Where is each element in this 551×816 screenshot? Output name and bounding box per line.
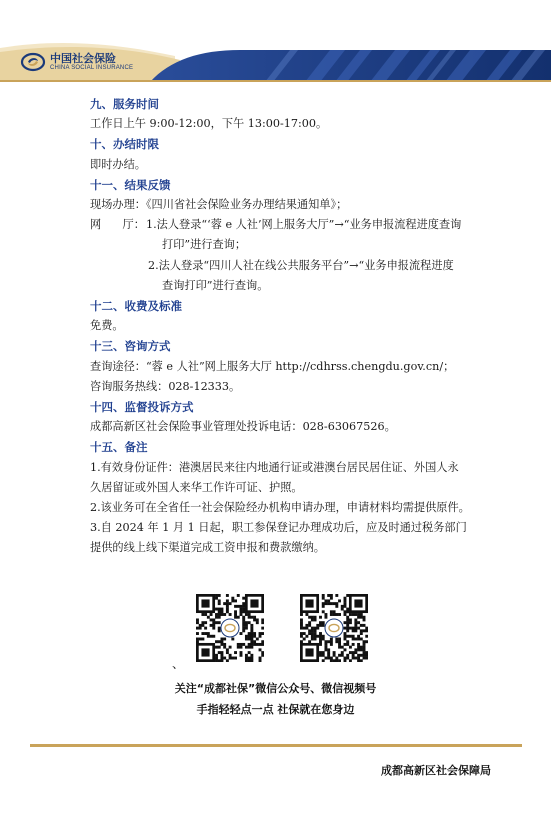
time-limit-text: 即时办结。 <box>90 157 146 171</box>
online-feedback-row <box>90 215 500 235</box>
online-feedback-1b: 打印”进行查询； <box>162 238 247 252</box>
logo-text-cn: 中国社会保险 <box>50 51 116 65</box>
consultation-channel: 查询途径：“蓉 e 人社”网上服务大厅 http://cdhrss.chengdu.gov.cn/； <box>90 359 455 373</box>
online-label: 网 厅： <box>90 218 145 232</box>
section-title-consultation: 十三、咨询方式 <box>90 339 171 354</box>
section-title-complaint: 十四、监督投诉方式 <box>90 400 194 415</box>
remark-1b: 久居留证或外国人来华工作许可证、护照。 <box>90 480 303 494</box>
consultation-hotline: 咨询服务热线：028-12333。 <box>90 379 241 393</box>
online-feedback-2b: 查询打印”进行查询。 <box>162 278 269 292</box>
qr-code-icon <box>196 594 264 662</box>
complaint-phone: 成都高新区社会保险事业管理处投诉电话：028-63067526。 <box>90 420 396 434</box>
qr-code-wechat-official-account[interactable] <box>196 594 264 662</box>
logo-text-en: CHINA SOCIAL INSURANCE <box>50 64 134 71</box>
qr-separator: 、 <box>172 657 185 671</box>
qr-code-icon <box>300 594 368 662</box>
section-title-remarks: 十五、备注 <box>90 440 148 455</box>
online-feedback-2a: 2.法人登录“四川人社在线公共服务平台”→“业务申报流程进度 <box>148 258 454 272</box>
fees-text: 免费。 <box>90 319 124 333</box>
qr-code-wechat-video[interactable] <box>300 594 368 662</box>
document-body <box>90 94 500 559</box>
header-banner <box>0 0 551 82</box>
section-title-service-time: 九、服务时间 <box>90 97 159 111</box>
section-title-result-feedback: 十一、结果反馈 <box>90 177 171 192</box>
footer-divider <box>30 744 522 747</box>
slogan-line-1: 关注“成都社保”微信公众号、微信视频号 <box>174 682 377 695</box>
logo <box>20 52 133 72</box>
remark-3b: 提供的线上线下渠道完成工资申报和费款缴纳。 <box>90 541 325 555</box>
section-title-time-limit: 十、办结时限 <box>90 137 159 152</box>
footer-organization: 成都高新区社会保障局 <box>381 764 491 777</box>
onsite-feedback-text: 现场办理：《四川省社会保险业务办理结果通知单》； <box>90 198 348 212</box>
remark-3a: 3.自 2024 年 1 月 1 日起，职工参保登记办理成功后，应及时通过税务部门 <box>90 521 467 535</box>
service-time-text: 工作日上午 9:00-12:00，下午 13:00-17:00。 <box>90 117 328 131</box>
section-title-fees: 十二、收费及标准 <box>90 299 182 314</box>
online-feedback-1a: 1.法人登录“‘蓉 e 人社’网上服务大厅”→“业务申报流程进度查询 <box>146 218 462 232</box>
slogan-line-2: 手指轻轻点一点 社保就在您身边 <box>196 703 355 716</box>
remark-2: 2.该业务可在全省任一社会保险经办机构申请办理，申请材料均需提供原件。 <box>90 501 470 515</box>
remark-1a: 1.有效身份证件：港澳居民来往内地通行证或港澳台居民居住证、外国人永 <box>90 460 459 474</box>
social-insurance-logo-icon <box>20 52 46 72</box>
